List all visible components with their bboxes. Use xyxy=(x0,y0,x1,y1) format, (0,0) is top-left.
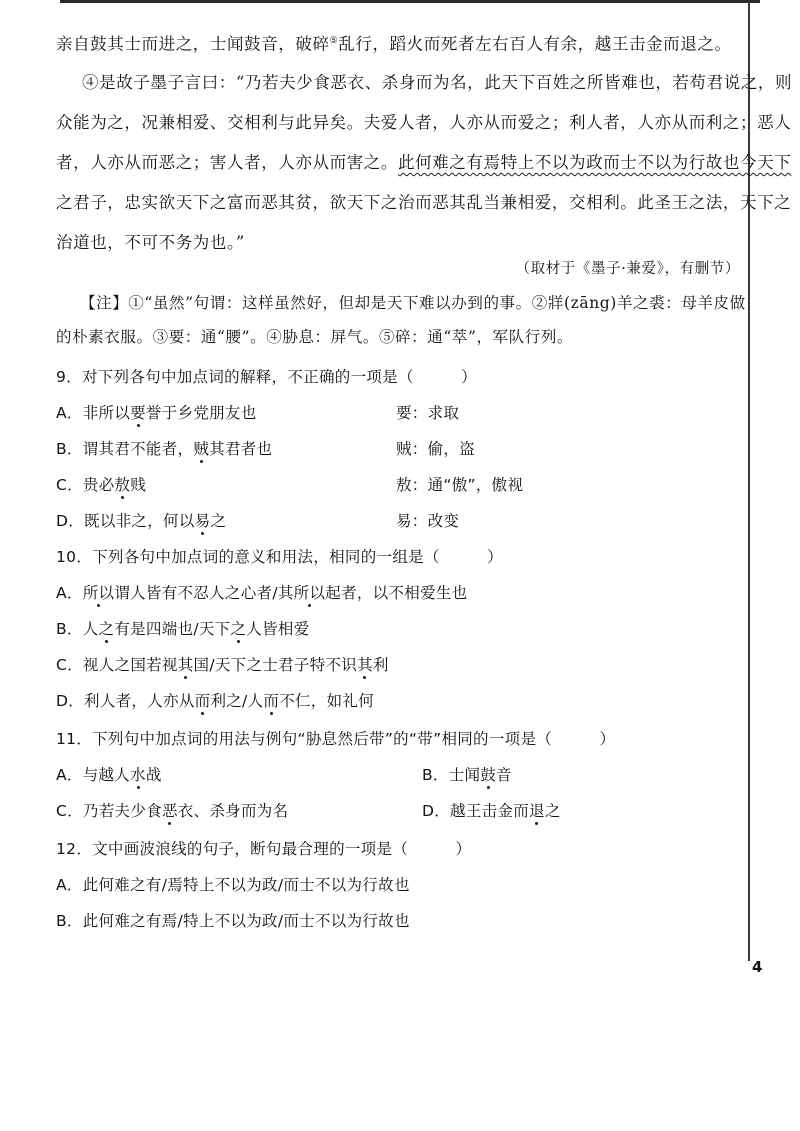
text: A． xyxy=(56,584,83,602)
q11-option-b xyxy=(422,764,512,786)
q12-option-b: B．此何难之有焉/特上不以为政/而士不以为行故也 xyxy=(56,912,410,930)
q11-option-d xyxy=(422,800,561,822)
dotted-word: 其 xyxy=(177,656,194,674)
text: D．利人者，人亦从 xyxy=(56,692,195,710)
dotted-word: 贼 xyxy=(193,440,210,458)
text: C．贵必 xyxy=(56,476,115,494)
page-number: 4 xyxy=(752,958,763,976)
q11-row-1 xyxy=(56,764,512,786)
q9-option-b xyxy=(56,438,476,460)
q9-gloss-c: 敖：通“傲”，傲视 xyxy=(396,476,524,494)
text: A．与越人 xyxy=(56,766,131,784)
dotted-word: 要 xyxy=(130,404,146,422)
q10-option-d xyxy=(56,690,374,712)
passage-line-2: ④是故子墨子言曰：“乃若夫少食恶衣、杀身而为名，此天下百姓之所皆难也，若苟君说之，则 xyxy=(82,73,793,92)
q9-option-d xyxy=(56,510,460,532)
dotted-word: 其 xyxy=(357,656,373,674)
dotted-word: 恶 xyxy=(161,802,178,820)
text: D．越王击金而 xyxy=(422,802,530,820)
dotted-word: 之 xyxy=(230,620,247,638)
page-top-border xyxy=(60,0,760,3)
passage-line-4 xyxy=(56,152,791,174)
dotted-word: 之 xyxy=(98,620,115,638)
dotted-word: 敖 xyxy=(114,476,131,494)
dotted-word: 所以 xyxy=(293,584,326,602)
q11-row-2 xyxy=(56,800,561,822)
passage-line-1 xyxy=(56,30,732,56)
text: 谓人皆有不忍人之心者/其 xyxy=(114,584,294,602)
text: 之 xyxy=(210,512,227,530)
q9-gloss-b: 贼：偷，盗 xyxy=(396,440,476,458)
q10-option-c xyxy=(56,654,389,676)
q11-stem: 11．下列句中加点词的用法与例句“胁息然后带”的“带”相同的一项是（ ） xyxy=(56,730,616,748)
text: 利 xyxy=(372,656,389,674)
q9-option-c xyxy=(56,474,524,496)
text: A．非所以 xyxy=(56,404,131,422)
text: 衣、杀身而为名 xyxy=(177,802,289,820)
text: 音 xyxy=(496,766,512,784)
footnote-mark: ⑤ xyxy=(329,36,339,46)
text: 不仁，如礼何 xyxy=(279,692,375,710)
text: 贱 xyxy=(130,476,147,494)
passage-line-3: 众能为之，况兼相爱、交相利与此异矣。夫爱人者，人亦从而爱之；利人者，人亦从而利之；恶人 xyxy=(56,113,792,132)
passage-source: （取材于《墨子·兼爱》，有删节） xyxy=(515,261,740,277)
text: 亲自鼓其士而进之，士闻鼓音，破碎 xyxy=(56,34,330,54)
text: B．士闻 xyxy=(422,766,481,784)
text: 有是四端也/天下 xyxy=(114,620,231,638)
text: 战 xyxy=(145,766,162,784)
text: 人皆相爱 xyxy=(246,620,310,638)
text: 其君者也 xyxy=(209,440,273,458)
text: 起者，以不相爱生也 xyxy=(325,584,468,602)
page-right-border xyxy=(748,0,750,961)
text: B．谓其君不能者， xyxy=(56,440,194,458)
q9-gloss-d: 易：改变 xyxy=(396,512,460,530)
text: 者，人亦从而恶之；害人者，人亦从而害之。 xyxy=(56,153,398,172)
q10-option-b xyxy=(56,618,310,640)
text: 誉于乡党朋友也 xyxy=(145,404,257,422)
dotted-word: 水 xyxy=(130,766,146,784)
dotted-word: 易 xyxy=(194,512,211,530)
text: C．乃若夫少食 xyxy=(56,802,162,820)
text: B．人 xyxy=(56,620,99,638)
q9-stem: 9．对下列各句中加点词的解释，不正确的一项是（ ） xyxy=(56,368,477,386)
q9-option-a xyxy=(56,402,460,424)
dotted-word: 而 xyxy=(194,692,211,710)
dotted-word: 退 xyxy=(529,802,545,820)
passage-line-6: 治道也，不可不务为也。” xyxy=(56,233,245,252)
text: D．既以非之，何以 xyxy=(56,512,195,530)
annotation-line-2: 的朴素衣服。③要：通“腰”。④胁息：屏气。⑤碎：通“萃”，军队行列。 xyxy=(56,328,574,346)
passage-line-5: 之君子，忠实欲天下之富而恶其贫，欲天下之治而恶其乱当兼相爱，交相利。此圣王之法，天下之 xyxy=(56,193,792,212)
text: 利之/人 xyxy=(210,692,264,710)
wavy-underlined-sentence: 此何难之有焉特上不以为政而士不以为行故也今天下 xyxy=(398,153,792,172)
q10-option-a xyxy=(56,582,467,604)
text: 国/天下之士君子特不识 xyxy=(193,656,358,674)
dotted-word: 鼓 xyxy=(480,766,497,784)
dotted-word: 而 xyxy=(263,692,280,710)
text: 乱行，蹈火而死者左右百人有余，越王击金而退之。 xyxy=(338,34,732,54)
text: C．视人之国若视 xyxy=(56,656,178,674)
q9-gloss-a: 要：求取 xyxy=(396,404,460,422)
q10-stem: 10．下列各句中加点词的意义和用法，相同的一组是（ ） xyxy=(56,548,503,566)
annotation-line-1: 【注】①“虽然”句谓：这样虽然好，但却是天下难以办到的事。②牂(zāng)羊之裘：母羊皮做 xyxy=(80,294,746,312)
text: 之 xyxy=(544,802,561,820)
dotted-word: 所以 xyxy=(82,584,115,602)
q12-stem: 12．文中画波浪线的句子，断句最合理的一项是（ ） xyxy=(56,840,472,858)
q12-option-a: A．此何难之有/焉特上不以为政/而士不以为行故也 xyxy=(56,876,410,894)
